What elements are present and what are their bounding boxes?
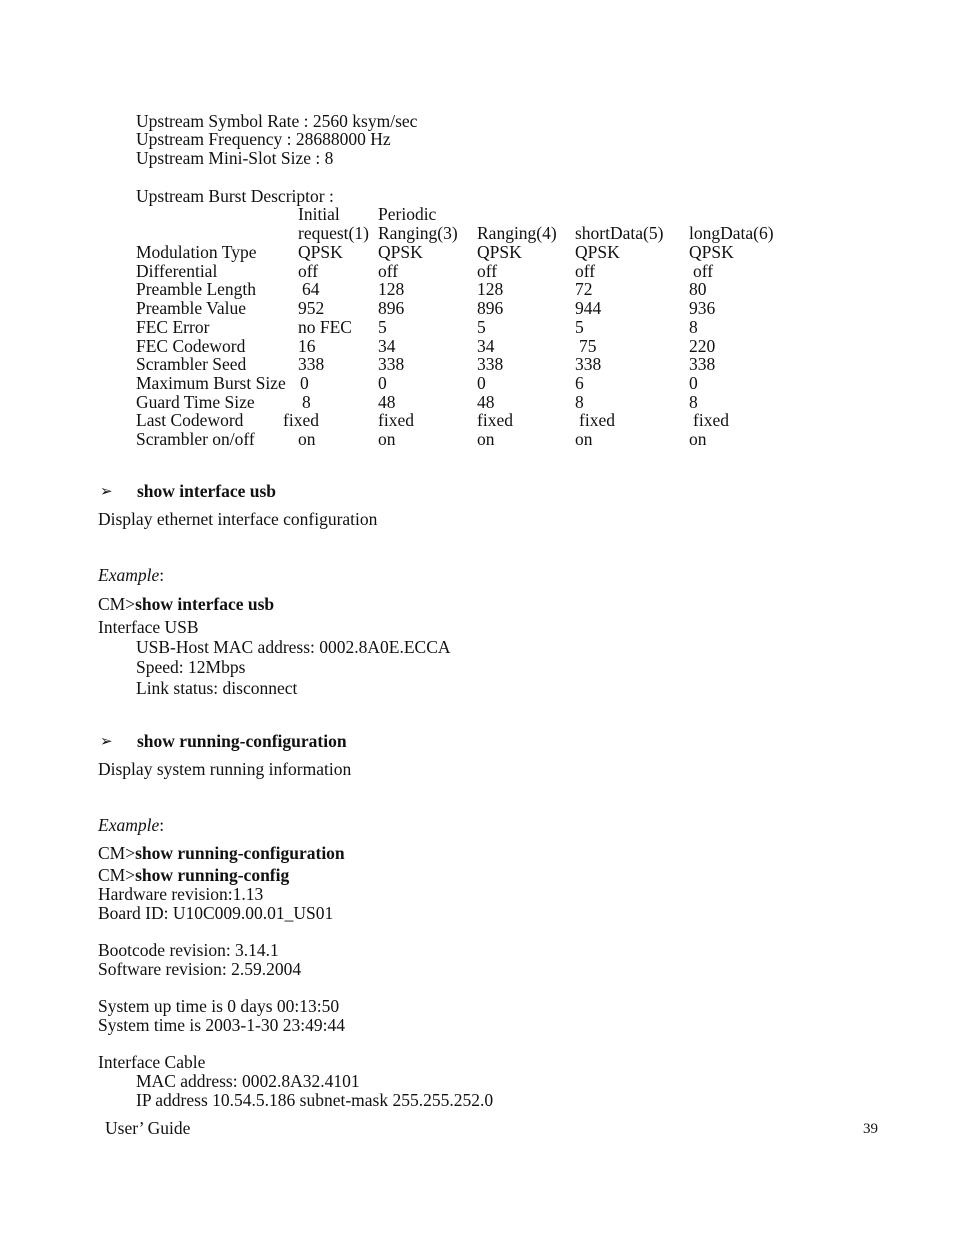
table-cell: 338 xyxy=(477,354,504,374)
output-line: MAC address: 0002.8A32.4101 xyxy=(136,1071,360,1091)
table-cell: on xyxy=(298,429,316,449)
column-header-longdata6: longData(6) xyxy=(689,223,774,243)
table-cell: QPSK xyxy=(689,242,734,262)
output-line: Software revision: 2.59.2004 xyxy=(98,959,302,979)
table-cell: fixed xyxy=(378,410,414,430)
table-cell: 128 xyxy=(477,279,504,299)
column-header-periodic: Periodic xyxy=(378,204,437,224)
output-line: Interface Cable xyxy=(98,1052,206,1072)
row-label: Maximum Burst Size xyxy=(136,373,286,393)
table-cell: 338 xyxy=(689,354,716,374)
row-label: FEC Error xyxy=(136,317,210,337)
table-cell: 8 xyxy=(302,392,311,412)
table-cell: on xyxy=(575,429,593,449)
bullet-arrow-icon: ➢ xyxy=(100,482,113,500)
table-cell: 5 xyxy=(575,317,584,337)
table-cell: 0 xyxy=(378,373,387,393)
table-cell: fixed xyxy=(477,410,513,430)
output-line: Bootcode revision: 3.14.1 xyxy=(98,940,279,960)
table-cell: fixed xyxy=(579,410,615,430)
table-cell: 34 xyxy=(477,336,495,356)
table-cell: 8 xyxy=(689,392,698,412)
table-cell: 128 xyxy=(378,279,405,299)
example-label: Example: xyxy=(98,565,165,585)
footer-guide-title: User’ Guide xyxy=(105,1118,191,1138)
table-cell: 338 xyxy=(378,354,405,374)
upstream-mini-slot-size: Upstream Mini-Slot Size : 8 xyxy=(136,148,334,168)
row-label: Scrambler on/off xyxy=(136,429,255,449)
example-command-line: CM>show running-configuration xyxy=(98,843,345,863)
table-cell: on xyxy=(689,429,707,449)
table-cell: 0 xyxy=(689,373,698,393)
column-header-request1: request(1) xyxy=(298,223,369,243)
burst-descriptor-heading: Upstream Burst Descriptor : xyxy=(136,186,334,206)
upstream-symbol-rate: Upstream Symbol Rate : 2560 ksym/sec xyxy=(136,111,418,131)
output-line: Hardware revision:1.13 xyxy=(98,884,264,904)
output-line: Link status: disconnect xyxy=(136,678,298,698)
table-cell: 48 xyxy=(477,392,495,412)
table-cell: 5 xyxy=(378,317,387,337)
row-label: Preamble Length xyxy=(136,279,257,299)
table-cell: 338 xyxy=(575,354,602,374)
row-label: Scrambler Seed xyxy=(136,354,247,374)
output-line: Board ID: U10C009.00.01_US01 xyxy=(98,903,334,923)
table-cell: 8 xyxy=(689,317,698,337)
table-cell: fixed xyxy=(693,410,729,430)
table-cell: off xyxy=(298,261,319,281)
table-cell: 64 xyxy=(302,279,320,299)
table-cell: 80 xyxy=(689,279,707,299)
table-cell: 0 xyxy=(300,373,309,393)
output-line: Interface USB xyxy=(98,617,199,637)
column-header-ranging3: Ranging(3) xyxy=(378,223,458,243)
table-cell: on xyxy=(378,429,396,449)
table-cell: fixed xyxy=(283,410,319,430)
command-heading-show-running-configuration: show running-configuration xyxy=(137,731,347,751)
table-cell: off xyxy=(693,261,714,281)
upstream-frequency: Upstream Frequency : 28688000 Hz xyxy=(136,129,391,149)
output-line: USB-Host MAC address: 0002.8A0E.ECCA xyxy=(136,637,451,657)
example-command-line: CM>show interface usb xyxy=(98,594,275,614)
table-cell: 338 xyxy=(298,354,325,374)
column-header-shortdata5: shortData(5) xyxy=(575,223,664,243)
column-header-initial: Initial xyxy=(298,204,340,224)
table-cell: QPSK xyxy=(378,242,423,262)
table-cell: on xyxy=(477,429,495,449)
table-cell: 5 xyxy=(477,317,486,337)
table-cell: 896 xyxy=(477,298,504,318)
bullet-arrow-icon: ➢ xyxy=(100,732,113,750)
example-label: Example: xyxy=(98,815,165,835)
table-cell: 220 xyxy=(689,336,716,356)
page-number: 39 xyxy=(863,1121,878,1137)
output-line: Speed: 12Mbps xyxy=(136,657,246,677)
command-heading-show-interface-usb: show interface usb xyxy=(137,481,277,501)
row-label: Preamble Value xyxy=(136,298,246,318)
table-cell: QPSK xyxy=(575,242,620,262)
example-command-line: CM>show running-config xyxy=(98,865,290,885)
table-cell: 936 xyxy=(689,298,716,318)
table-cell: off xyxy=(575,261,596,281)
table-cell: no FEC xyxy=(298,317,352,337)
table-cell: 48 xyxy=(378,392,396,412)
output-line: System time is 2003-1-30 23:49:44 xyxy=(98,1015,345,1035)
table-cell: 8 xyxy=(575,392,584,412)
output-line: System up time is 0 days 00:13:50 xyxy=(98,996,340,1016)
table-cell: off xyxy=(477,261,498,281)
table-cell: 6 xyxy=(575,373,584,393)
row-label: FEC Codeword xyxy=(136,336,246,356)
table-cell: 72 xyxy=(575,279,593,299)
row-label: Last Codeword xyxy=(136,410,244,430)
table-cell: QPSK xyxy=(477,242,522,262)
table-cell: QPSK xyxy=(298,242,343,262)
table-cell: 896 xyxy=(378,298,405,318)
column-header-ranging4: Ranging(4) xyxy=(477,223,557,243)
table-cell: 34 xyxy=(378,336,396,356)
table-cell: 952 xyxy=(298,298,325,318)
command-description: Display ethernet interface configuration xyxy=(98,509,378,529)
table-cell: 0 xyxy=(477,373,486,393)
output-line: IP address 10.54.5.186 subnet-mask 255.255.252.0 xyxy=(136,1090,494,1110)
row-label: Guard Time Size xyxy=(136,392,255,412)
row-label: Modulation Type xyxy=(136,242,257,262)
table-cell: off xyxy=(378,261,399,281)
table-cell: 944 xyxy=(575,298,602,318)
table-cell: 75 xyxy=(579,336,597,356)
command-description: Display system running information xyxy=(98,759,352,779)
table-cell: 16 xyxy=(298,336,316,356)
row-label: Differential xyxy=(136,261,218,281)
